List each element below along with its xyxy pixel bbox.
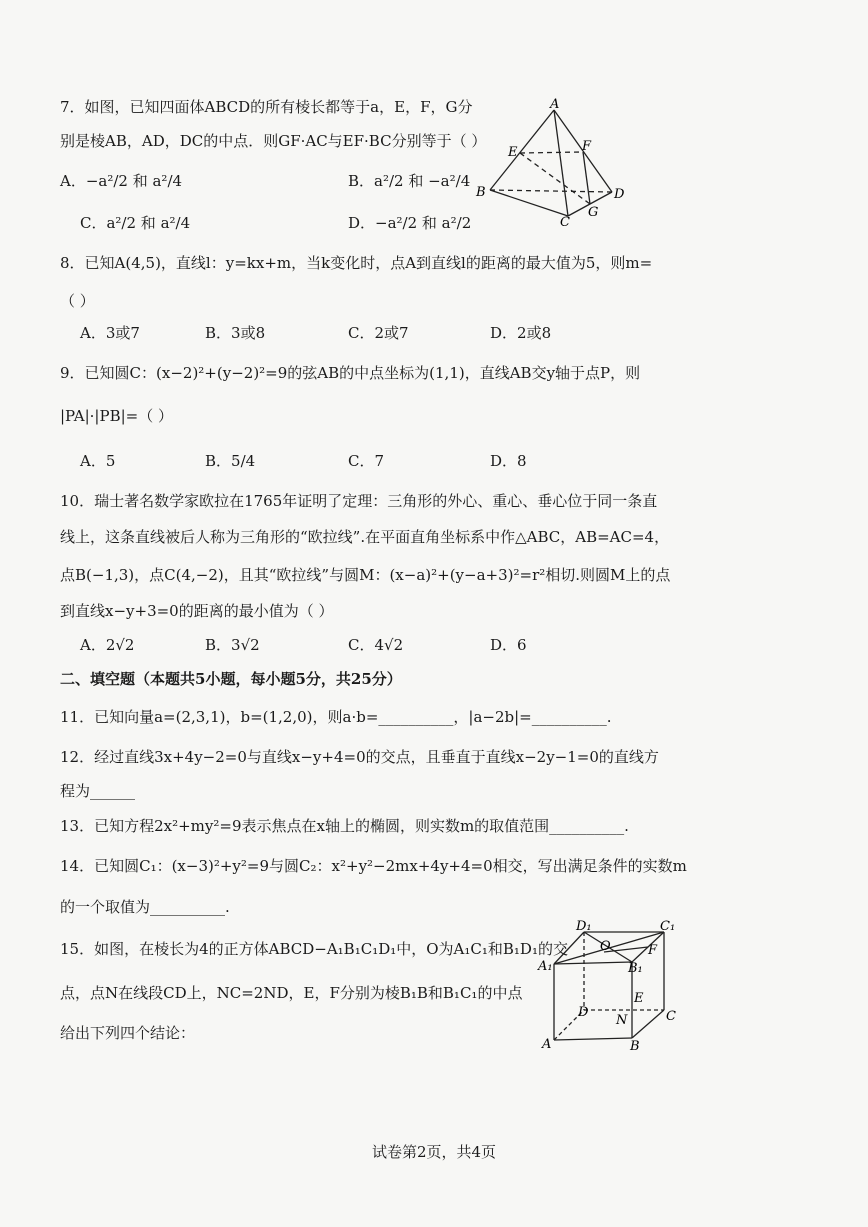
q15-line2: 点，点N在线段CD上，NC=2ND，E，F分别为棱B₁B和B₁C₁的中点 [60,984,523,1002]
q13-line: 13．已知方程2x²+my²=9表示焦点在x轴上的椭圆，则实数m的取值范围__________. [60,817,629,835]
fig15-label-D: D [578,1005,589,1020]
section-2-heading: 二、填空题（本题共5小题，每小题5分，共25分） [60,670,402,688]
q12-line1: 12．经过直线3x+4y−2=0与直线x−y+4=0的交点，且垂直于直线x−2y−1=0的直线方 [60,748,659,766]
q14-line1: 14．已知圆C₁：(x−3)²+y²=9与圆C₂：x²+y²−2mx+4y+4=0相交，写出满足条件的实数m [60,857,687,875]
fig7-label-F: F [582,139,592,154]
cube-figure [536,920,686,1055]
q8-option-a: A．3或7 [80,324,140,342]
fig15-label-O: O [600,939,611,954]
q10-line1: 10．瑞士著名数学家欧拉在1765年证明了定理：三角形的外心、重心、垂心位于同一条直 [60,492,658,510]
q9-option-a: A．5 [80,452,116,470]
q7-option-c: C．a²/2 和 a²/4 [80,214,191,232]
q9-line2: |PA|·|PB|=（ ） [60,407,173,425]
q7-option-b: B．a²/2 和 −a²/4 [348,172,471,190]
fig7-label-G: G [588,205,599,220]
q9-option-d: D．8 [490,452,527,470]
q7-option-a: A．−a²/2 和 a²/4 [60,172,183,190]
q9-option-c: C．7 [348,452,385,470]
q8-option-b: B．3或8 [205,324,266,342]
q10-option-c: C．4√2 [348,636,404,654]
q8-line1: 8．已知A(4,5)，直线l：y=kx+m，当k变化时，点A到直线l的距离的最大值为5，则m= [60,254,653,272]
fig15-label-C1: C₁ [660,920,676,934]
fig7-label-D: D [614,187,625,202]
q7-option-d: D．−a²/2 和 a²/2 [348,214,472,232]
q15-line1: 15．如图，在棱长为4的正方体ABCD−A₁B₁C₁D₁中，O为A₁C₁和B₁D₁的交 [60,940,568,958]
q8-line2: （ ） [60,292,95,310]
fig15-label-C: C [666,1009,676,1024]
q7-line1: 7．如图，已知四面体ABCD的所有棱长都等于a，E，F，G分 [60,98,473,116]
fig15-label-E: E [634,991,644,1006]
q10-option-d: D．6 [490,636,527,654]
fig7-label-C: C [560,215,570,228]
q10-option-a: A．2√2 [80,636,135,654]
q15-line3: 给出下列四个结论： [60,1024,196,1042]
fig15-label-B: B [630,1039,640,1054]
fig15-label-B1: B₁ [628,961,643,976]
q10-line3: 点B(−1,3)，点C(4,−2)，且其“欧拉线”与圆M：(x−a)²+(y−a+3)²=r²相切.则圆M上的点 [60,566,671,584]
q10-option-b: B．3√2 [205,636,260,654]
q8-option-d: D．2或8 [490,324,552,342]
q12-line2: 程为______ [60,782,136,800]
fig7-label-E: E [508,145,518,160]
q7-line2: 别是棱AB，AD，DC的中点．则GF·AC与EF·BC分别等于（ ） [60,132,487,150]
q9-line1: 9．已知圆C：(x−2)²+(y−2)²=9的弦AB的中点坐标为(1,1)，直线AB交y轴于点P，则 [60,364,641,382]
fig15-label-A: A [542,1037,552,1052]
fig15-label-N: N [616,1013,628,1028]
fig15-label-D1: D₁ [576,920,592,934]
fig7-label-A: A [550,98,560,112]
fig7-label-B: B [476,185,486,200]
tetrahedron-figure [470,98,630,228]
fig15-label-A1: A₁ [538,959,553,974]
page-footer: 试卷第2页，共4页 [371,1143,497,1161]
q14-line2: 的一个取值为__________. [60,898,230,916]
q9-option-b: B．5/4 [205,452,256,470]
q10-line4: 到直线x−y+3=0的距离的最小值为（ ） [60,602,334,620]
fig15-label-F: F [648,943,658,958]
q11-line: 11．已知向量a=(2,3,1)，b=(1,2,0)，则a·b=__________，|a−2b|=__________. [60,708,612,726]
q10-line2: 线上，这条直线被后人称为三角形的“欧拉线”.在平面直角坐标系中作△ABC，AB=AC=4， [60,528,670,546]
q8-option-c: C．2或7 [348,324,409,342]
